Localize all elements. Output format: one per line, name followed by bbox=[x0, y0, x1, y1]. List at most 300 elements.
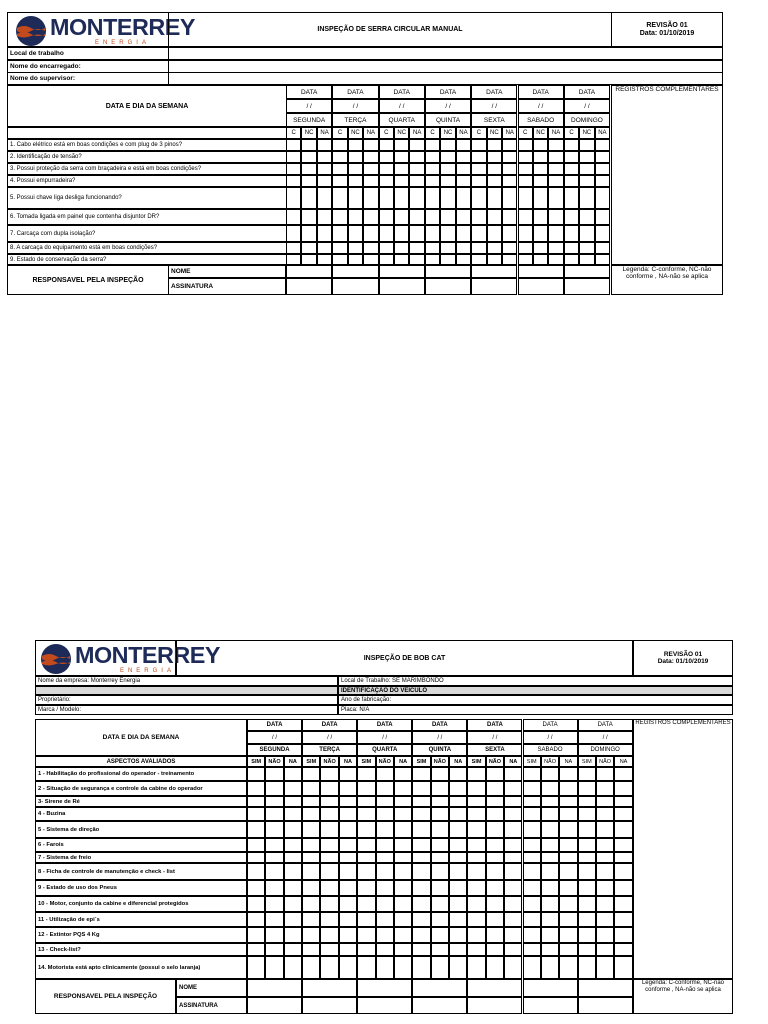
check-cell[interactable] bbox=[502, 254, 517, 265]
nome-input[interactable] bbox=[302, 979, 357, 997]
check-cell[interactable] bbox=[440, 151, 455, 163]
check-cell[interactable] bbox=[467, 838, 485, 852]
check-cell[interactable] bbox=[595, 242, 610, 254]
check-cell[interactable] bbox=[504, 767, 522, 781]
check-cell[interactable] bbox=[302, 821, 320, 838]
check-cell[interactable] bbox=[518, 187, 533, 209]
check-cell[interactable] bbox=[247, 807, 265, 821]
check-cell[interactable] bbox=[302, 852, 320, 863]
check-cell[interactable] bbox=[320, 821, 338, 838]
check-cell[interactable] bbox=[265, 927, 283, 943]
check-cell[interactable] bbox=[518, 151, 533, 163]
check-cell[interactable] bbox=[265, 796, 283, 807]
check-cell[interactable] bbox=[247, 838, 265, 852]
check-cell[interactable] bbox=[596, 956, 614, 979]
check-cell[interactable] bbox=[247, 796, 265, 807]
check-cell[interactable] bbox=[302, 927, 320, 943]
check-cell[interactable] bbox=[412, 880, 430, 896]
date-input[interactable]: / / bbox=[471, 99, 517, 113]
check-cell[interactable] bbox=[449, 912, 467, 927]
check-cell[interactable] bbox=[502, 187, 517, 209]
check-cell[interactable] bbox=[247, 896, 265, 912]
check-cell[interactable] bbox=[471, 187, 486, 209]
check-cell[interactable] bbox=[394, 896, 412, 912]
check-cell[interactable] bbox=[302, 943, 320, 956]
date-input[interactable]: / / bbox=[467, 731, 522, 744]
check-cell[interactable] bbox=[409, 225, 424, 242]
check-cell[interactable] bbox=[471, 225, 486, 242]
check-cell[interactable] bbox=[541, 927, 559, 943]
check-cell[interactable] bbox=[431, 863, 449, 880]
check-cell[interactable] bbox=[286, 187, 301, 209]
check-cell[interactable] bbox=[394, 254, 409, 265]
check-cell[interactable] bbox=[541, 838, 559, 852]
check-cell[interactable] bbox=[548, 242, 563, 254]
check-cell[interactable] bbox=[247, 852, 265, 863]
check-cell[interactable] bbox=[449, 896, 467, 912]
check-cell[interactable] bbox=[578, 767, 596, 781]
check-cell[interactable] bbox=[332, 163, 347, 175]
check-cell[interactable] bbox=[449, 956, 467, 979]
check-cell[interactable] bbox=[265, 863, 283, 880]
check-cell[interactable] bbox=[449, 807, 467, 821]
check-cell[interactable] bbox=[559, 807, 577, 821]
check-cell[interactable] bbox=[379, 151, 394, 163]
check-cell[interactable] bbox=[412, 796, 430, 807]
check-cell[interactable] bbox=[425, 254, 440, 265]
assinatura-input[interactable] bbox=[518, 278, 564, 295]
nome-input[interactable] bbox=[467, 979, 522, 997]
check-cell[interactable] bbox=[456, 151, 471, 163]
check-cell[interactable] bbox=[284, 807, 302, 821]
check-cell[interactable] bbox=[456, 163, 471, 175]
check-cell[interactable] bbox=[247, 880, 265, 896]
check-cell[interactable] bbox=[332, 187, 347, 209]
nome-input[interactable] bbox=[564, 265, 610, 278]
check-cell[interactable] bbox=[614, 767, 632, 781]
check-cell[interactable] bbox=[564, 139, 579, 151]
check-cell[interactable] bbox=[486, 943, 504, 956]
proprietario-field[interactable]: Proprietário: bbox=[35, 695, 338, 705]
check-cell[interactable] bbox=[409, 187, 424, 209]
check-cell[interactable] bbox=[596, 912, 614, 927]
field-value[interactable] bbox=[168, 47, 723, 60]
check-cell[interactable] bbox=[487, 163, 502, 175]
check-cell[interactable] bbox=[394, 767, 412, 781]
check-cell[interactable] bbox=[578, 863, 596, 880]
nome-input[interactable] bbox=[578, 979, 633, 997]
check-cell[interactable] bbox=[467, 781, 485, 796]
check-cell[interactable] bbox=[533, 175, 548, 187]
check-cell[interactable] bbox=[376, 896, 394, 912]
check-cell[interactable] bbox=[486, 863, 504, 880]
check-cell[interactable] bbox=[431, 927, 449, 943]
check-cell[interactable] bbox=[265, 896, 283, 912]
check-cell[interactable] bbox=[286, 139, 301, 151]
check-cell[interactable] bbox=[533, 139, 548, 151]
check-cell[interactable] bbox=[440, 163, 455, 175]
check-cell[interactable] bbox=[302, 956, 320, 979]
check-cell[interactable] bbox=[467, 821, 485, 838]
check-cell[interactable] bbox=[394, 225, 409, 242]
check-cell[interactable] bbox=[614, 956, 632, 979]
check-cell[interactable] bbox=[614, 852, 632, 863]
check-cell[interactable] bbox=[596, 852, 614, 863]
check-cell[interactable] bbox=[379, 139, 394, 151]
check-cell[interactable] bbox=[412, 863, 430, 880]
check-cell[interactable] bbox=[379, 254, 394, 265]
check-cell[interactable] bbox=[339, 863, 357, 880]
check-cell[interactable] bbox=[614, 896, 632, 912]
check-cell[interactable] bbox=[394, 796, 412, 807]
check-cell[interactable] bbox=[265, 852, 283, 863]
check-cell[interactable] bbox=[548, 225, 563, 242]
check-cell[interactable] bbox=[431, 767, 449, 781]
date-input[interactable]: / / bbox=[578, 731, 633, 744]
check-cell[interactable] bbox=[357, 852, 375, 863]
check-cell[interactable] bbox=[564, 242, 579, 254]
check-cell[interactable] bbox=[487, 225, 502, 242]
check-cell[interactable] bbox=[523, 880, 541, 896]
check-cell[interactable] bbox=[564, 209, 579, 225]
check-cell[interactable] bbox=[301, 242, 316, 254]
check-cell[interactable] bbox=[614, 838, 632, 852]
check-cell[interactable] bbox=[523, 767, 541, 781]
check-cell[interactable] bbox=[363, 151, 378, 163]
check-cell[interactable] bbox=[449, 838, 467, 852]
assinatura-input[interactable] bbox=[412, 997, 467, 1014]
check-cell[interactable] bbox=[541, 880, 559, 896]
check-cell[interactable] bbox=[431, 852, 449, 863]
check-cell[interactable] bbox=[302, 796, 320, 807]
check-cell[interactable] bbox=[409, 151, 424, 163]
check-cell[interactable] bbox=[317, 225, 332, 242]
check-cell[interactable] bbox=[486, 807, 504, 821]
check-cell[interactable] bbox=[564, 163, 579, 175]
check-cell[interactable] bbox=[471, 254, 486, 265]
check-cell[interactable] bbox=[320, 863, 338, 880]
check-cell[interactable] bbox=[431, 807, 449, 821]
check-cell[interactable] bbox=[339, 781, 357, 796]
check-cell[interactable] bbox=[487, 254, 502, 265]
check-cell[interactable] bbox=[363, 242, 378, 254]
check-cell[interactable] bbox=[467, 807, 485, 821]
check-cell[interactable] bbox=[317, 163, 332, 175]
check-cell[interactable] bbox=[541, 767, 559, 781]
check-cell[interactable] bbox=[247, 927, 265, 943]
check-cell[interactable] bbox=[332, 254, 347, 265]
check-cell[interactable] bbox=[440, 254, 455, 265]
check-cell[interactable] bbox=[449, 943, 467, 956]
check-cell[interactable] bbox=[559, 852, 577, 863]
nome-input[interactable] bbox=[523, 979, 578, 997]
check-cell[interactable] bbox=[456, 139, 471, 151]
check-cell[interactable] bbox=[595, 163, 610, 175]
check-cell[interactable] bbox=[467, 796, 485, 807]
check-cell[interactable] bbox=[504, 781, 522, 796]
check-cell[interactable] bbox=[518, 139, 533, 151]
assinatura-input[interactable] bbox=[471, 278, 517, 295]
check-cell[interactable] bbox=[467, 956, 485, 979]
nome-input[interactable] bbox=[286, 265, 332, 278]
check-cell[interactable] bbox=[357, 821, 375, 838]
check-cell[interactable] bbox=[339, 943, 357, 956]
check-cell[interactable] bbox=[523, 927, 541, 943]
check-cell[interactable] bbox=[425, 187, 440, 209]
check-cell[interactable] bbox=[320, 807, 338, 821]
check-cell[interactable] bbox=[541, 912, 559, 927]
check-cell[interactable] bbox=[284, 943, 302, 956]
check-cell[interactable] bbox=[467, 880, 485, 896]
check-cell[interactable] bbox=[425, 209, 440, 225]
check-cell[interactable] bbox=[486, 796, 504, 807]
check-cell[interactable] bbox=[357, 896, 375, 912]
check-cell[interactable] bbox=[467, 852, 485, 863]
check-cell[interactable] bbox=[504, 796, 522, 807]
check-cell[interactable] bbox=[614, 912, 632, 927]
check-cell[interactable] bbox=[559, 880, 577, 896]
check-cell[interactable] bbox=[379, 187, 394, 209]
check-cell[interactable] bbox=[595, 254, 610, 265]
check-cell[interactable] bbox=[317, 139, 332, 151]
check-cell[interactable] bbox=[412, 852, 430, 863]
nome-input[interactable] bbox=[425, 265, 471, 278]
check-cell[interactable] bbox=[376, 781, 394, 796]
check-cell[interactable] bbox=[578, 852, 596, 863]
check-cell[interactable] bbox=[394, 880, 412, 896]
assinatura-input[interactable] bbox=[332, 278, 378, 295]
check-cell[interactable] bbox=[578, 838, 596, 852]
check-cell[interactable] bbox=[394, 139, 409, 151]
check-cell[interactable] bbox=[301, 163, 316, 175]
check-cell[interactable] bbox=[533, 242, 548, 254]
date-input[interactable]: / / bbox=[286, 99, 332, 113]
check-cell[interactable] bbox=[339, 767, 357, 781]
check-cell[interactable] bbox=[523, 781, 541, 796]
check-cell[interactable] bbox=[467, 943, 485, 956]
check-cell[interactable] bbox=[533, 254, 548, 265]
check-cell[interactable] bbox=[412, 807, 430, 821]
check-cell[interactable] bbox=[339, 838, 357, 852]
check-cell[interactable] bbox=[348, 254, 363, 265]
check-cell[interactable] bbox=[320, 852, 338, 863]
check-cell[interactable] bbox=[471, 242, 486, 254]
check-cell[interactable] bbox=[348, 151, 363, 163]
check-cell[interactable] bbox=[440, 175, 455, 187]
check-cell[interactable] bbox=[504, 863, 522, 880]
check-cell[interactable] bbox=[471, 209, 486, 225]
check-cell[interactable] bbox=[357, 796, 375, 807]
check-cell[interactable] bbox=[357, 943, 375, 956]
check-cell[interactable] bbox=[284, 956, 302, 979]
check-cell[interactable] bbox=[286, 225, 301, 242]
check-cell[interactable] bbox=[518, 225, 533, 242]
assinatura-input[interactable] bbox=[467, 997, 522, 1014]
check-cell[interactable] bbox=[440, 209, 455, 225]
check-cell[interactable] bbox=[332, 242, 347, 254]
check-cell[interactable] bbox=[348, 187, 363, 209]
check-cell[interactable] bbox=[425, 175, 440, 187]
check-cell[interactable] bbox=[320, 896, 338, 912]
check-cell[interactable] bbox=[523, 912, 541, 927]
check-cell[interactable] bbox=[301, 209, 316, 225]
check-cell[interactable] bbox=[523, 943, 541, 956]
nome-input[interactable] bbox=[357, 979, 412, 997]
check-cell[interactable] bbox=[523, 863, 541, 880]
check-cell[interactable] bbox=[456, 242, 471, 254]
check-cell[interactable] bbox=[363, 175, 378, 187]
check-cell[interactable] bbox=[471, 139, 486, 151]
check-cell[interactable] bbox=[502, 175, 517, 187]
date-input[interactable]: / / bbox=[523, 731, 578, 744]
check-cell[interactable] bbox=[559, 767, 577, 781]
check-cell[interactable] bbox=[320, 838, 338, 852]
check-cell[interactable] bbox=[348, 163, 363, 175]
date-input[interactable]: / / bbox=[412, 731, 467, 744]
check-cell[interactable] bbox=[456, 254, 471, 265]
check-cell[interactable] bbox=[486, 927, 504, 943]
check-cell[interactable] bbox=[339, 956, 357, 979]
check-cell[interactable] bbox=[339, 927, 357, 943]
check-cell[interactable] bbox=[548, 254, 563, 265]
check-cell[interactable] bbox=[317, 209, 332, 225]
check-cell[interactable] bbox=[614, 781, 632, 796]
check-cell[interactable] bbox=[348, 225, 363, 242]
check-cell[interactable] bbox=[431, 821, 449, 838]
check-cell[interactable] bbox=[564, 254, 579, 265]
check-cell[interactable] bbox=[579, 242, 594, 254]
check-cell[interactable] bbox=[504, 943, 522, 956]
check-cell[interactable] bbox=[284, 912, 302, 927]
check-cell[interactable] bbox=[614, 821, 632, 838]
check-cell[interactable] bbox=[564, 175, 579, 187]
check-cell[interactable] bbox=[284, 796, 302, 807]
check-cell[interactable] bbox=[376, 912, 394, 927]
check-cell[interactable] bbox=[595, 175, 610, 187]
check-cell[interactable] bbox=[596, 927, 614, 943]
check-cell[interactable] bbox=[332, 151, 347, 163]
check-cell[interactable] bbox=[578, 956, 596, 979]
check-cell[interactable] bbox=[541, 863, 559, 880]
check-cell[interactable] bbox=[564, 225, 579, 242]
check-cell[interactable] bbox=[284, 821, 302, 838]
check-cell[interactable] bbox=[449, 880, 467, 896]
check-cell[interactable] bbox=[614, 796, 632, 807]
check-cell[interactable] bbox=[394, 175, 409, 187]
check-cell[interactable] bbox=[596, 781, 614, 796]
check-cell[interactable] bbox=[467, 863, 485, 880]
check-cell[interactable] bbox=[523, 807, 541, 821]
check-cell[interactable] bbox=[412, 956, 430, 979]
date-input[interactable]: / / bbox=[425, 99, 471, 113]
check-cell[interactable] bbox=[596, 767, 614, 781]
check-cell[interactable] bbox=[578, 781, 596, 796]
check-cell[interactable] bbox=[579, 175, 594, 187]
check-cell[interactable] bbox=[247, 912, 265, 927]
check-cell[interactable] bbox=[284, 838, 302, 852]
check-cell[interactable] bbox=[579, 163, 594, 175]
check-cell[interactable] bbox=[284, 863, 302, 880]
date-input[interactable]: / / bbox=[332, 99, 378, 113]
check-cell[interactable] bbox=[394, 807, 412, 821]
check-cell[interactable] bbox=[471, 151, 486, 163]
check-cell[interactable] bbox=[596, 896, 614, 912]
check-cell[interactable] bbox=[286, 254, 301, 265]
check-cell[interactable] bbox=[504, 927, 522, 943]
check-cell[interactable] bbox=[595, 225, 610, 242]
check-cell[interactable] bbox=[409, 209, 424, 225]
check-cell[interactable] bbox=[578, 927, 596, 943]
check-cell[interactable] bbox=[431, 956, 449, 979]
check-cell[interactable] bbox=[394, 852, 412, 863]
check-cell[interactable] bbox=[504, 880, 522, 896]
check-cell[interactable] bbox=[332, 175, 347, 187]
check-cell[interactable] bbox=[339, 807, 357, 821]
check-cell[interactable] bbox=[579, 151, 594, 163]
marca-modelo-field[interactable]: Marca / Modelo: bbox=[35, 705, 338, 715]
check-cell[interactable] bbox=[425, 242, 440, 254]
check-cell[interactable] bbox=[376, 796, 394, 807]
check-cell[interactable] bbox=[487, 175, 502, 187]
check-cell[interactable] bbox=[301, 151, 316, 163]
check-cell[interactable] bbox=[302, 863, 320, 880]
check-cell[interactable] bbox=[486, 767, 504, 781]
check-cell[interactable] bbox=[302, 880, 320, 896]
check-cell[interactable] bbox=[486, 781, 504, 796]
check-cell[interactable] bbox=[265, 838, 283, 852]
assinatura-input[interactable] bbox=[247, 997, 302, 1014]
check-cell[interactable] bbox=[412, 912, 430, 927]
check-cell[interactable] bbox=[302, 807, 320, 821]
check-cell[interactable] bbox=[518, 209, 533, 225]
check-cell[interactable] bbox=[504, 838, 522, 852]
check-cell[interactable] bbox=[317, 242, 332, 254]
check-cell[interactable] bbox=[302, 896, 320, 912]
check-cell[interactable] bbox=[518, 163, 533, 175]
check-cell[interactable] bbox=[247, 956, 265, 979]
check-cell[interactable] bbox=[487, 242, 502, 254]
check-cell[interactable] bbox=[394, 163, 409, 175]
check-cell[interactable] bbox=[440, 225, 455, 242]
check-cell[interactable] bbox=[409, 163, 424, 175]
check-cell[interactable] bbox=[376, 880, 394, 896]
check-cell[interactable] bbox=[412, 838, 430, 852]
check-cell[interactable] bbox=[379, 209, 394, 225]
check-cell[interactable] bbox=[412, 896, 430, 912]
check-cell[interactable] bbox=[559, 896, 577, 912]
check-cell[interactable] bbox=[504, 807, 522, 821]
check-cell[interactable] bbox=[348, 139, 363, 151]
check-cell[interactable] bbox=[247, 943, 265, 956]
check-cell[interactable] bbox=[456, 175, 471, 187]
check-cell[interactable] bbox=[533, 225, 548, 242]
check-cell[interactable] bbox=[467, 896, 485, 912]
assinatura-input[interactable] bbox=[357, 997, 412, 1014]
check-cell[interactable] bbox=[486, 852, 504, 863]
check-cell[interactable] bbox=[559, 956, 577, 979]
check-cell[interactable] bbox=[286, 242, 301, 254]
check-cell[interactable] bbox=[579, 225, 594, 242]
check-cell[interactable] bbox=[286, 151, 301, 163]
check-cell[interactable] bbox=[284, 896, 302, 912]
check-cell[interactable] bbox=[533, 187, 548, 209]
check-cell[interactable] bbox=[394, 943, 412, 956]
check-cell[interactable] bbox=[449, 863, 467, 880]
check-cell[interactable] bbox=[523, 821, 541, 838]
check-cell[interactable] bbox=[541, 956, 559, 979]
check-cell[interactable] bbox=[578, 880, 596, 896]
check-cell[interactable] bbox=[363, 225, 378, 242]
